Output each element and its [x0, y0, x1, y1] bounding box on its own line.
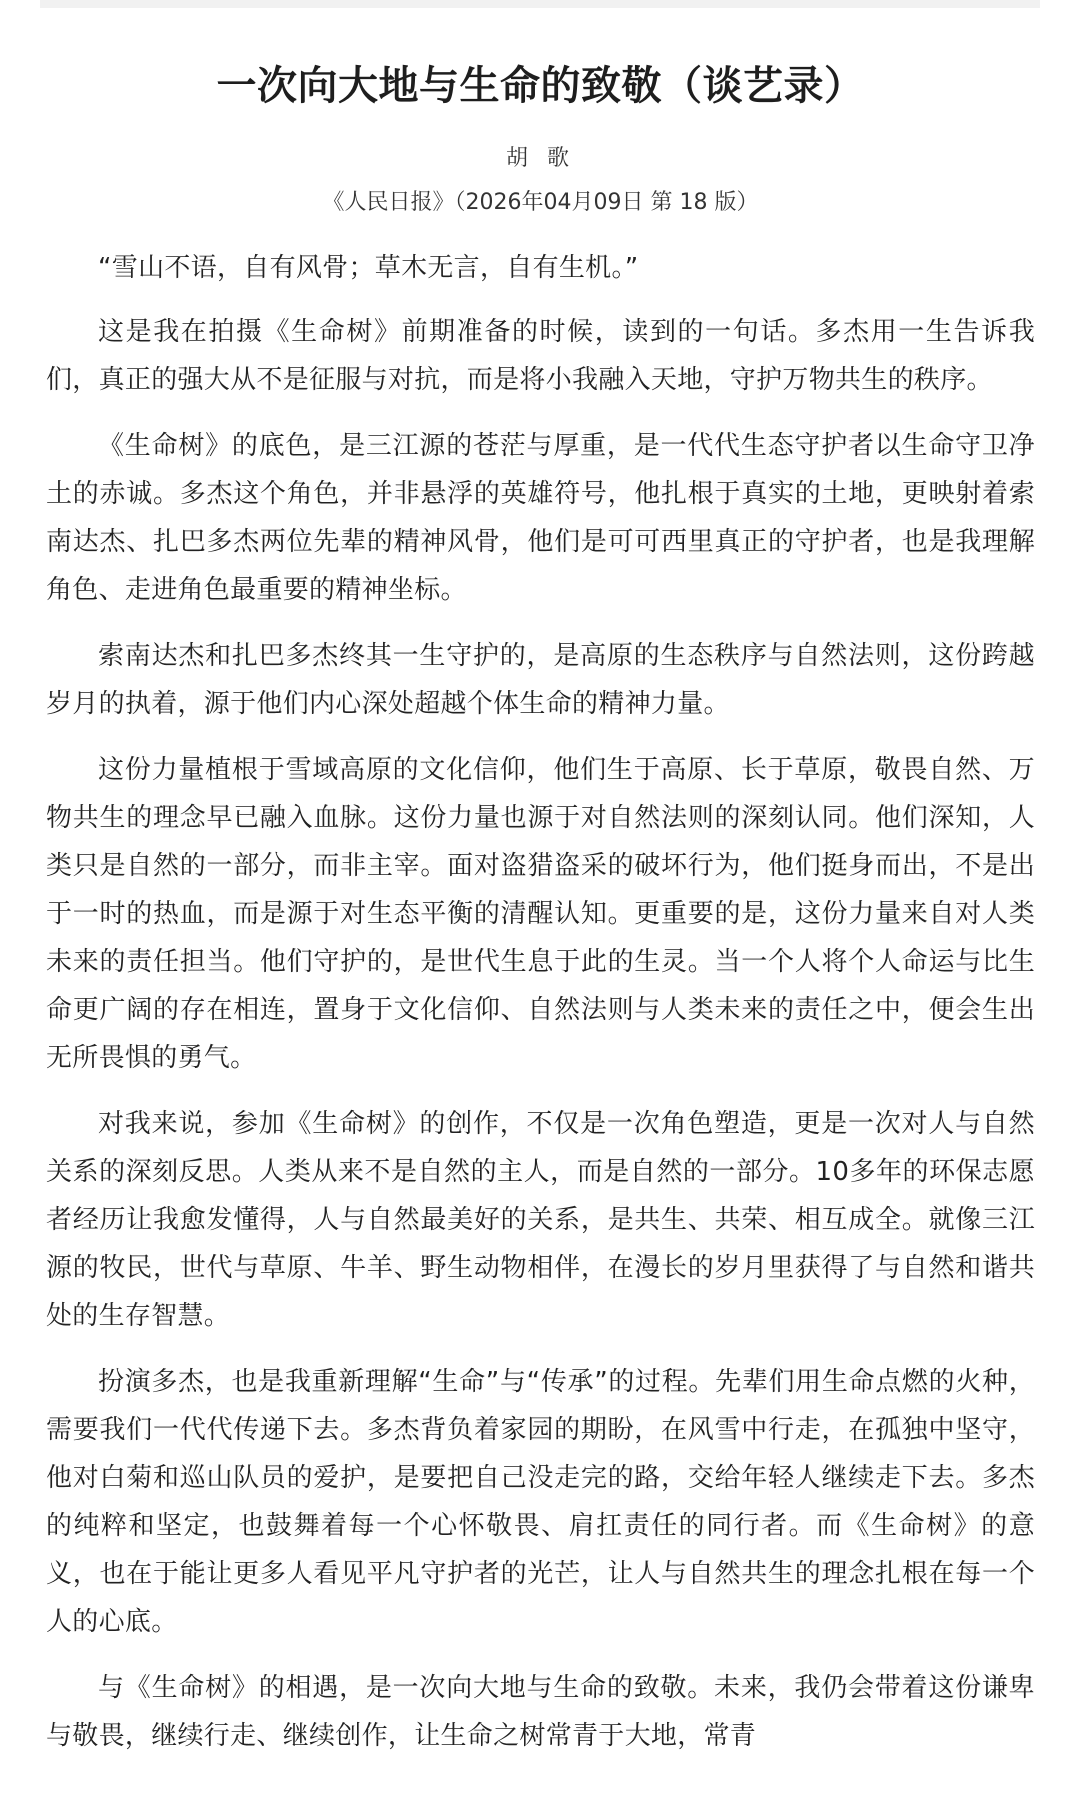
- article-body: [46, 244, 1035, 1760]
- paragraph: 这份力量植根于雪域高原的文化信仰，他们生于高原、长于草原，敬畏自然、万物共生的理念早已融入血脉。这份力量也源于对自然法则的深刻认同。他们深知，人类只是自然的一部分，而非主宰。面对盗猎盗采的破坏行为，他们挺身而出，不是出于一时的热血，而是源于对生态平衡的清醒认知。更重要的是，这份力量来自对人类未来的责任担当。他们守护的，是世代生息于此的生灵。当一个人将个人命运与比生命更广阔的存在相连，置身于文化信仰、自然法则与人类未来的责任之中，便会生出无所畏惧的勇气。: [46, 755, 1035, 1073]
- paragraph-quote: “雪山不语，自有风骨；草木无言，自有生机。”: [98, 253, 639, 283]
- paragraph: 扮演多杰，也是我重新理解“生命”与“传承”的过程。先辈们用生命点燃的火种，需要我们一代代传递下去。多杰背负着家园的期盼，在风雪中行走，在孤独中坚守，他对白菊和巡山队员的爱护，是要把自己没走完的路，交给年轻人继续走下去。多杰的纯粹和坚定，也鼓舞着每一个心怀敬畏、肩扛责任的同行者。而《生命树》的意义，也在于能让更多人看见平凡守护者的光芒，让人与自然共生的理念扎根在每一个人的心底。: [46, 1367, 1035, 1637]
- paragraph: 《生命树》的底色，是三江源的苍茫与厚重，是一代代生态守护者以生命守卫净土的赤诚。多杰这个角色，并非悬浮的英雄符号，他扎根于真实的土地，更映射着索南达杰、扎巴多杰两位先辈的精神风骨，他们是可可西里真正的守护者，也是我理解角色、走进角色最重要的精神坐标。: [46, 431, 1035, 605]
- paragraph: 对我来说，参加《生命树》的创作，不仅是一次角色塑造，更是一次对人与自然关系的深刻反思。人类从来不是自然的主人，而是自然的一部分。10多年的环保志愿者经历让我愈发懂得，人与自然最美好的关系，是共生、共荣、相互成全。就像三江源的牧民，世代与草原、牛羊、野生动物相伴，在漫长的岁月里获得了与自然和谐共处的生存智慧。: [46, 1109, 1035, 1331]
- paragraph: 与《生命树》的相遇，是一次向大地与生命的致敬。未来，我仍会带着这份谦卑与敬畏，继续行走、继续创作，让生命之树常青于大地，常青: [46, 1673, 1035, 1751]
- article-source: 《人民日报》（2026年04月09日 第 18 版）: [322, 190, 759, 215]
- bottom-right-fade-overlay: [840, 1755, 1080, 1815]
- article-author: 胡 歌: [506, 146, 575, 171]
- article-title: 一次向大地与生命的致敬（谈艺录）: [216, 63, 865, 109]
- paragraph: 这是我在拍摄《生命树》前期准备的时候，读到的一句话。多杰用一生告诉我们，真正的强大从不是征服与对抗，而是将小我融入天地，守护万物共生的秩序。: [46, 317, 1035, 395]
- paragraph: 索南达杰和扎巴多杰终其一生守护的，是高原的生态秩序与自然法则，这份跨越岁月的执着，源于他们内心深处超越个体生命的精神力量。: [46, 641, 1035, 719]
